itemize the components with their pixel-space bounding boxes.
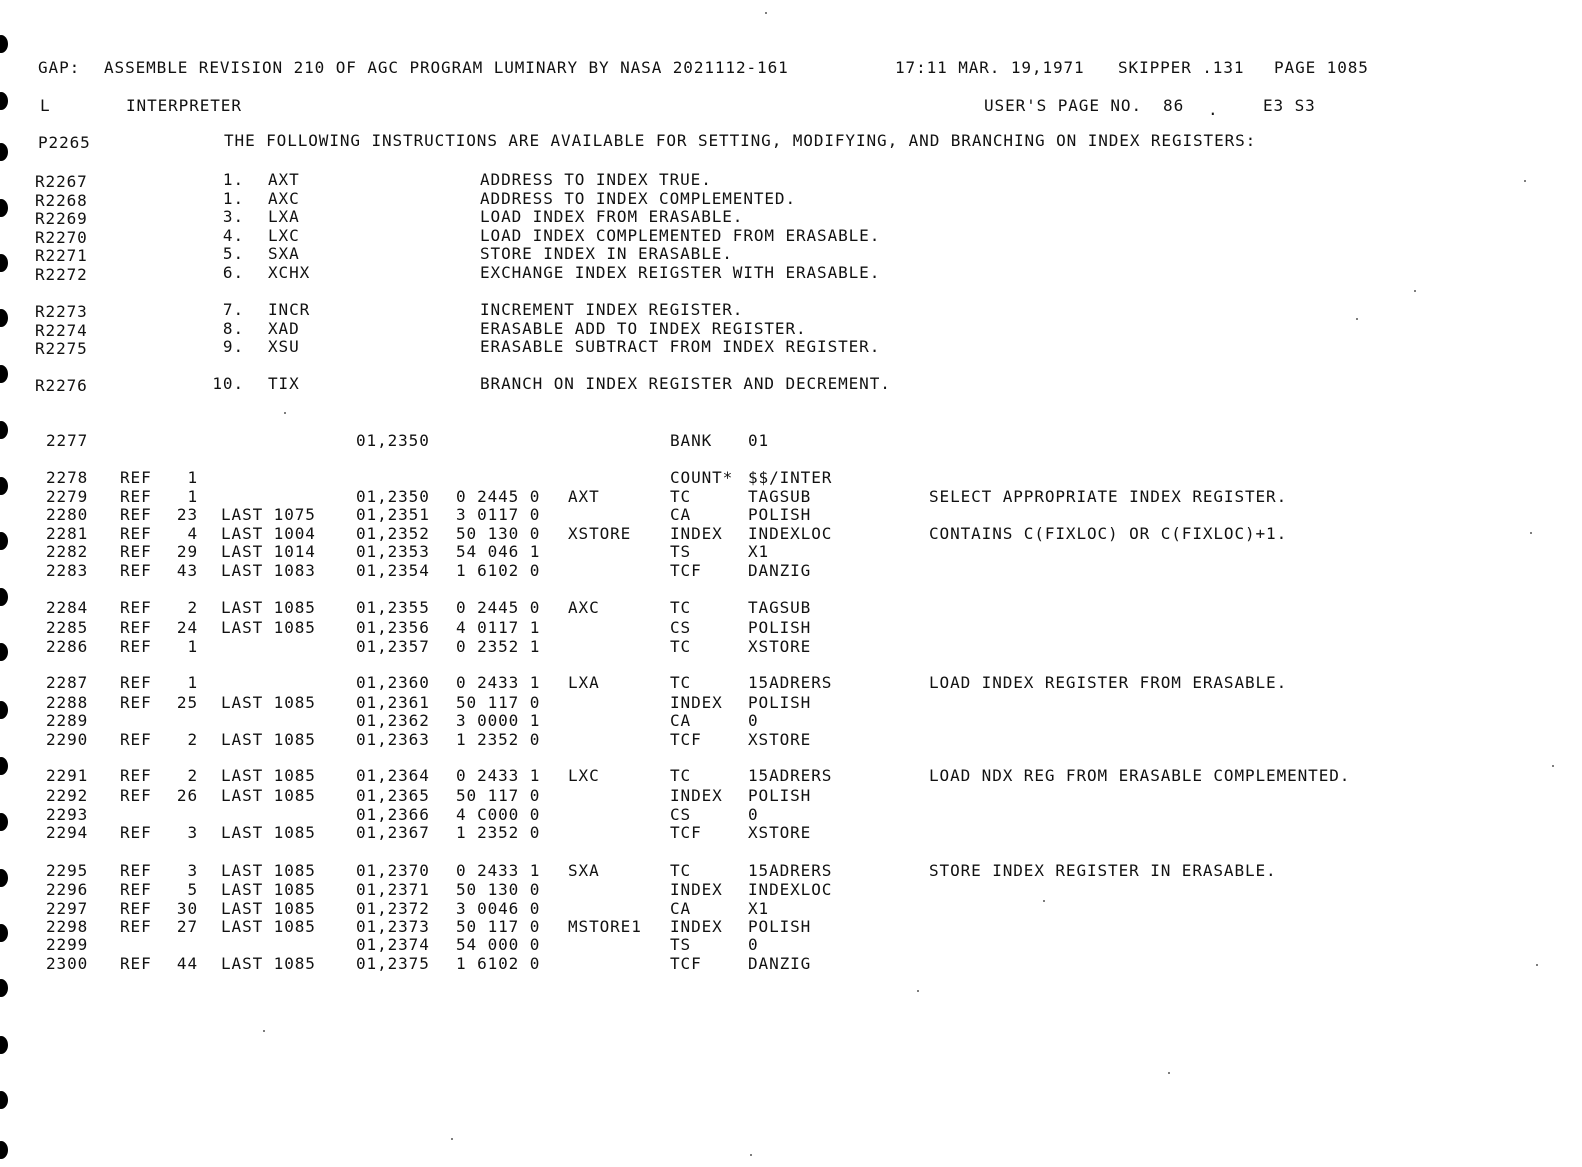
address: 01,2375: [356, 954, 430, 973]
operand: POLISH: [748, 917, 812, 936]
remark-line-id: R2273: [35, 302, 88, 321]
opcode: TC: [670, 766, 692, 785]
address: 01,2351: [356, 505, 430, 524]
sprocket-hole: [0, 365, 8, 383]
address: 01,2372: [356, 899, 430, 918]
ref-label: REF: [120, 542, 152, 561]
remark-line-id: R2269: [35, 209, 88, 228]
sprocket-hole: [0, 1036, 8, 1054]
ref-label: REF: [120, 505, 152, 524]
comment: LOAD INDEX REGISTER FROM ERASABLE.: [929, 673, 1288, 692]
address: 01,2354: [356, 561, 430, 580]
comment: SELECT APPROPRIATE INDEX REGISTER.: [929, 487, 1288, 506]
octal-code: 3 0117 0: [456, 505, 541, 524]
last-ref: LAST 1075: [221, 505, 316, 524]
address: 01,2373: [356, 917, 430, 936]
line-number: 2278: [46, 468, 89, 487]
comment: LOAD NDX REG FROM ERASABLE COMPLEMENTED.: [929, 766, 1351, 785]
ref-count: 24: [176, 618, 198, 637]
address: 01,2362: [356, 711, 430, 730]
opcode: INDEX: [670, 693, 723, 712]
line-number: 2299: [46, 935, 89, 954]
line-number: 2289: [46, 711, 89, 730]
sprocket-hole: [0, 869, 8, 887]
remark-number: 1.: [222, 189, 244, 208]
sprocket-hole: [0, 1091, 8, 1109]
l-marker: L: [40, 96, 51, 115]
sprocket-hole: [0, 979, 8, 997]
sprocket-hole: [0, 199, 8, 217]
octal-code: 0 2445 0: [456, 487, 541, 506]
ref-label: REF: [120, 766, 152, 785]
remark-number: 1.: [222, 170, 244, 189]
sprocket-hole: [0, 254, 8, 272]
octal-code: 3 0000 1: [456, 711, 541, 730]
address: 01,2361: [356, 693, 430, 712]
sprocket-hole: [0, 757, 8, 775]
operand: $$/INTER: [748, 468, 833, 487]
remark-opcode: XAD: [268, 319, 300, 338]
line-number: 2283: [46, 561, 89, 580]
octal-code: 50 130 0: [456, 524, 541, 543]
octal-code: 1 2352 0: [456, 823, 541, 842]
ref-count: 1: [187, 637, 198, 656]
ref-count: 3: [187, 861, 198, 880]
line-number: 2291: [46, 766, 89, 785]
gap-label: GAP:: [38, 58, 81, 77]
remark-number: 5.: [222, 244, 244, 263]
code-label: MSTORE1: [568, 917, 642, 936]
ref-label: REF: [120, 487, 152, 506]
operand: 15ADRERS: [748, 673, 833, 692]
line-number: 2293: [46, 805, 89, 824]
last-ref: LAST 1085: [221, 917, 316, 936]
remark-description: BRANCH ON INDEX REGISTER AND DECREMENT.: [480, 374, 891, 393]
operand: POLISH: [748, 693, 812, 712]
intro-text: THE FOLLOWING INSTRUCTIONS ARE AVAILABLE FOR SETTING, MODIFYING, AND BRANCHING ON INDEX REGISTERS:: [224, 131, 1257, 150]
address: 01,2363: [356, 730, 430, 749]
remark-line-id: R2267: [35, 172, 88, 191]
address: 01,2355: [356, 598, 430, 617]
address: 01,2350: [356, 431, 430, 450]
operand: DANZIG: [748, 954, 812, 973]
address: 01,2357: [356, 637, 430, 656]
sprocket-hole: [0, 532, 8, 550]
remark-number: 8.: [222, 319, 244, 338]
line-number: 2295: [46, 861, 89, 880]
ref-label: REF: [120, 880, 152, 899]
octal-code: 50 130 0: [456, 880, 541, 899]
code-label: LXC: [568, 766, 600, 785]
opcode: TCF: [670, 561, 702, 580]
operand: XSTORE: [748, 730, 812, 749]
octal-code: 50 117 0: [456, 786, 541, 805]
sprocket-hole: [0, 643, 8, 661]
opcode: BANK: [670, 431, 713, 450]
opcode: TC: [670, 637, 692, 656]
octal-code: 1 6102 0: [456, 561, 541, 580]
line-number: 2294: [46, 823, 89, 842]
ref-count: 23: [176, 505, 198, 524]
line-number: 2298: [46, 917, 89, 936]
remark-line-id: R2275: [35, 339, 88, 358]
last-ref: LAST 1004: [221, 524, 316, 543]
opcode: TCF: [670, 823, 702, 842]
ref-count: 5: [187, 880, 198, 899]
opcode: INDEX: [670, 880, 723, 899]
opcode: TCF: [670, 730, 702, 749]
opcode: INDEX: [670, 917, 723, 936]
comment: STORE INDEX REGISTER IN ERASABLE.: [929, 861, 1277, 880]
ref-count: 1: [187, 468, 198, 487]
ref-label: REF: [120, 786, 152, 805]
last-ref: LAST 1085: [221, 693, 316, 712]
ref-label: REF: [120, 673, 152, 692]
octal-code: 54 046 1: [456, 542, 541, 561]
line-number: 2286: [46, 637, 89, 656]
last-ref: LAST 1085: [221, 730, 316, 749]
octal-code: 0 2433 1: [456, 673, 541, 692]
line-number: 2279: [46, 487, 89, 506]
remark-line-id: R2274: [35, 321, 88, 340]
remark-line-id: R2271: [35, 246, 88, 265]
code-label: SXA: [568, 861, 600, 880]
ref-count: 2: [187, 730, 198, 749]
ref-label: REF: [120, 524, 152, 543]
octal-code: 54 000 0: [456, 935, 541, 954]
remark-description: LOAD INDEX FROM ERASABLE.: [480, 207, 744, 226]
octal-code: 50 117 0: [456, 693, 541, 712]
ref-count: 27: [176, 917, 198, 936]
sprocket-hole: [0, 924, 8, 942]
skipper-label: SKIPPER .131: [1118, 58, 1245, 77]
ref-count: 1: [187, 673, 198, 692]
ref-count: 2: [187, 766, 198, 785]
operand: 0: [748, 805, 759, 824]
opcode: TC: [670, 487, 692, 506]
line-number: 2300: [46, 954, 89, 973]
operand: XSTORE: [748, 637, 812, 656]
address: 01,2370: [356, 861, 430, 880]
octal-code: 0 2445 0: [456, 598, 541, 617]
remark-line-id: R2270: [35, 228, 88, 247]
last-ref: LAST 1085: [221, 618, 316, 637]
remark-opcode: TIX: [268, 374, 300, 393]
opcode: TS: [670, 935, 692, 954]
operand: XSTORE: [748, 823, 812, 842]
octal-code: 4 C000 0: [456, 805, 541, 824]
operand: 15ADRERS: [748, 861, 833, 880]
remark-line-id: R2268: [35, 191, 88, 210]
ref-label: REF: [120, 637, 152, 656]
opcode: CA: [670, 899, 692, 918]
ref-label: REF: [120, 598, 152, 617]
operand: INDEXLOC: [748, 524, 833, 543]
remark-number: 7.: [222, 300, 244, 319]
line-number: 2287: [46, 673, 89, 692]
remark-description: ADDRESS TO INDEX COMPLEMENTED.: [480, 189, 796, 208]
remark-opcode: LXA: [268, 207, 300, 226]
remark-description: ADDRESS TO INDEX TRUE.: [480, 170, 712, 189]
octal-code: 4 0117 1: [456, 618, 541, 637]
page-code: E3 S3: [1263, 96, 1316, 115]
code-label: LXA: [568, 673, 600, 692]
remark-number: 9.: [222, 337, 244, 356]
ref-count: 25: [176, 693, 198, 712]
sprocket-hole: [0, 143, 8, 161]
timestamp: 17:11 MAR. 19,1971: [895, 58, 1085, 77]
ref-count: 44: [176, 954, 198, 973]
opcode: TC: [670, 673, 692, 692]
line-number: 2292: [46, 786, 89, 805]
ref-label: REF: [120, 861, 152, 880]
ref-label: REF: [120, 693, 152, 712]
line-number: 2285: [46, 618, 89, 637]
ref-count: 43: [176, 561, 198, 580]
line-number: 2280: [46, 505, 89, 524]
ref-count: 3: [187, 823, 198, 842]
last-ref: LAST 1085: [221, 954, 316, 973]
last-ref: LAST 1014: [221, 542, 316, 561]
opcode: CA: [670, 711, 692, 730]
operand: DANZIG: [748, 561, 812, 580]
opcode: CS: [670, 618, 692, 637]
address: 01,2365: [356, 786, 430, 805]
page-number: PAGE 1085: [1274, 58, 1369, 77]
remark-description: LOAD INDEX COMPLEMENTED FROM ERASABLE.: [480, 226, 881, 245]
last-ref: LAST 1085: [221, 786, 316, 805]
sprocket-hole: [0, 421, 8, 439]
remark-number: 10.: [212, 374, 244, 393]
last-ref: LAST 1085: [221, 823, 316, 842]
line-number: 2282: [46, 542, 89, 561]
address: 01,2371: [356, 880, 430, 899]
octal-code: 50 117 0: [456, 917, 541, 936]
address: 01,2374: [356, 935, 430, 954]
operand: INDEXLOC: [748, 880, 833, 899]
remark-description: EXCHANGE INDEX REIGSTER WITH ERASABLE.: [480, 263, 881, 282]
sprocket-hole: [0, 92, 8, 110]
operand: POLISH: [748, 505, 812, 524]
opcode: TC: [670, 861, 692, 880]
remark-number: 6.: [222, 263, 244, 282]
users-page-number: USER'S PAGE NO. 86: [984, 96, 1185, 115]
ref-label: REF: [120, 899, 152, 918]
line-number: 2284: [46, 598, 89, 617]
remark-description: ERASABLE ADD TO INDEX REGISTER.: [480, 319, 807, 338]
address: 01,2367: [356, 823, 430, 842]
operand: 0: [748, 711, 759, 730]
ref-count: 2: [187, 598, 198, 617]
remark-description: STORE INDEX IN ERASABLE.: [480, 244, 733, 263]
opcode: CA: [670, 505, 692, 524]
sprocket-hole: [0, 309, 8, 327]
address: 01,2366: [356, 805, 430, 824]
remark-opcode: XSU: [268, 337, 300, 356]
address: 01,2352: [356, 524, 430, 543]
ref-label: REF: [120, 954, 152, 973]
octal-code: 1 6102 0: [456, 954, 541, 973]
operand: X1: [748, 899, 770, 918]
octal-code: 0 2433 1: [456, 861, 541, 880]
opcode: COUNT*: [670, 468, 734, 487]
address: 01,2356: [356, 618, 430, 637]
ref-count: 4: [187, 524, 198, 543]
operand: TAGSUB: [748, 598, 812, 617]
address: 01,2350: [356, 487, 430, 506]
sprocket-hole: [0, 477, 8, 495]
sprocket-hole: [0, 588, 8, 606]
line-number: 2277: [46, 431, 89, 450]
octal-code: 0 2433 1: [456, 766, 541, 785]
ref-label: REF: [120, 618, 152, 637]
remark-opcode: INCR: [268, 300, 311, 319]
line-number: 2288: [46, 693, 89, 712]
opcode: TS: [670, 542, 692, 561]
ref-label: REF: [120, 468, 152, 487]
octal-code: 0 2352 1: [456, 637, 541, 656]
opcode: TCF: [670, 954, 702, 973]
remark-description: INCREMENT INDEX REGISTER.: [480, 300, 744, 319]
ref-label: REF: [120, 823, 152, 842]
dot-mark: .: [1208, 100, 1219, 119]
line-number: 2281: [46, 524, 89, 543]
last-ref: LAST 1085: [221, 899, 316, 918]
line-number: 2297: [46, 899, 89, 918]
ref-label: REF: [120, 561, 152, 580]
ref-label: REF: [120, 917, 152, 936]
assembly-title: ASSEMBLE REVISION 210 OF AGC PROGRAM LUMINARY BY NASA 2021112-161: [104, 58, 789, 77]
remark-opcode: AXC: [268, 189, 300, 208]
operand: X1: [748, 542, 770, 561]
opcode: CS: [670, 805, 692, 824]
address: 01,2360: [356, 673, 430, 692]
last-ref: LAST 1085: [221, 861, 316, 880]
remark-opcode: AXT: [268, 170, 300, 189]
last-ref: LAST 1085: [221, 766, 316, 785]
sprocket-hole: [0, 701, 8, 719]
operand: TAGSUB: [748, 487, 812, 506]
address: 01,2364: [356, 766, 430, 785]
last-ref: LAST 1085: [221, 598, 316, 617]
remark-line-id: R2276: [35, 376, 88, 395]
ref-label: REF: [120, 730, 152, 749]
remark-line-id: R2272: [35, 265, 88, 284]
remark-description: ERASABLE SUBTRACT FROM INDEX REGISTER.: [480, 337, 881, 356]
line-number: 2296: [46, 880, 89, 899]
last-ref: LAST 1085: [221, 880, 316, 899]
ref-count: 29: [176, 542, 198, 561]
code-label: AXC: [568, 598, 600, 617]
opcode: TC: [670, 598, 692, 617]
intro-line-id: P2265: [38, 133, 91, 152]
remark-number: 3.: [222, 207, 244, 226]
code-label: AXT: [568, 487, 600, 506]
sprocket-hole: [0, 813, 8, 831]
operand: 01: [748, 431, 770, 450]
comment: CONTAINS C(FIXLOC) OR C(FIXLOC)+1.: [929, 524, 1288, 543]
sprocket-hole: [0, 35, 8, 53]
octal-code: 3 0046 0: [456, 899, 541, 918]
sprocket-hole: [0, 1141, 8, 1159]
operand: 0: [748, 935, 759, 954]
ref-count: 30: [176, 899, 198, 918]
section-title: INTERPRETER: [126, 96, 242, 115]
remark-number: 4.: [222, 226, 244, 245]
remark-opcode: LXC: [268, 226, 300, 245]
line-number: 2290: [46, 730, 89, 749]
last-ref: LAST 1083: [221, 561, 316, 580]
octal-code: 1 2352 0: [456, 730, 541, 749]
ref-count: 1: [187, 487, 198, 506]
operand: 15ADRERS: [748, 766, 833, 785]
remark-opcode: SXA: [268, 244, 300, 263]
opcode: INDEX: [670, 786, 723, 805]
operand: POLISH: [748, 618, 812, 637]
remark-opcode: XCHX: [268, 263, 311, 282]
opcode: INDEX: [670, 524, 723, 543]
operand: POLISH: [748, 786, 812, 805]
code-label: XSTORE: [568, 524, 632, 543]
ref-count: 26: [176, 786, 198, 805]
address: 01,2353: [356, 542, 430, 561]
